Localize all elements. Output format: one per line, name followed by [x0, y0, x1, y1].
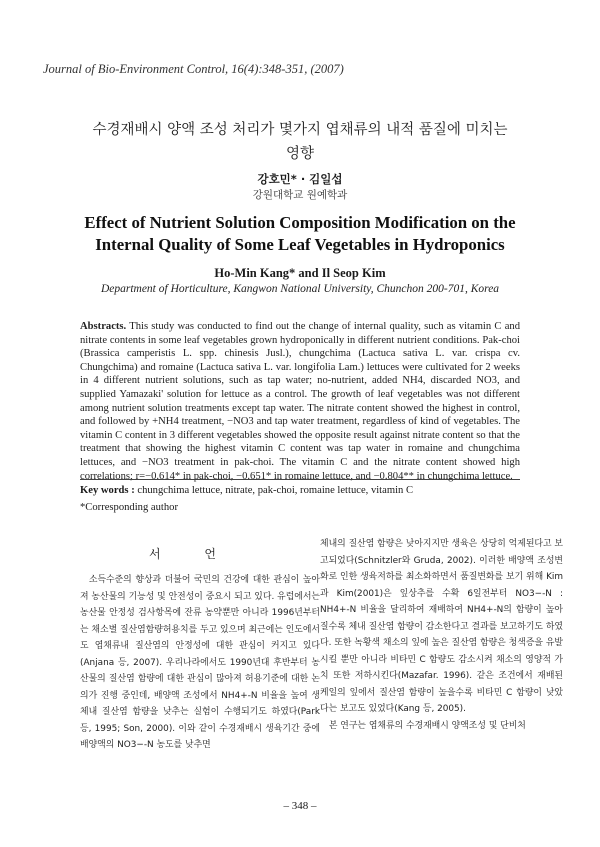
body-column-left	[80, 572, 320, 754]
english-title-line-2: Internal Quality of Some Leaf Vegetables in Hydroponics	[95, 235, 505, 254]
abstract-divider	[80, 479, 520, 480]
korean-title-line-1: 수경재배시 양액 조성 처리가 몇가지 엽채류의 내적 품질에 미치는	[92, 122, 508, 138]
keywords	[80, 484, 520, 498]
english-title	[40, 212, 560, 256]
journal-citation: Journal of Bio-Environment Control, 16(4):348-351, (2007)	[43, 62, 344, 76]
korean-affiliation: 강원대학교 원예학과	[252, 189, 348, 201]
abstract-label: Abstracts.	[80, 321, 127, 332]
body-paragraph: 본 연구는 엽채류의 수경재배시 양액조성 및 단비처	[328, 720, 526, 731]
english-title-line-1: Effect of Nutrient Solution Composition Modification on the	[84, 213, 516, 232]
body-paragraph: 체내의 질산염 함량은 낮아지지만 생육은 상당히 억제된다고 보고되었다(Schnitzler와 Gruda, 2002). 이러한 배양액 조성변화로 인한 생육저하를 최소화하면서 품질변화를 보기 위해 Kim과 Kim(2001)은 잎상추를 수확 6일전부터 NO3−-N : NH4+-N 비율을 달리하여 재배하여 NH4+-N의 함량이 높아질수록 체내 질산염 함량이 감소한다고 결과를 보고하기도 하였다. 또한 녹황색 채소의 잎에 높은 질산염 함량은 청색증을 유발시킬 뿐만 아니라 비타민 C 함량도 감소시켜 채소의 영양적 가치 또한 저하시킨다(Mazafar. 1996). 같은 조건에서 재배된 케일의 잎에서 질산염 함량이 높을수록 비타민 C 함량이 낮았다는 보고도 있었다(Kang 등, 2005).	[320, 539, 563, 714]
korean-title-line-2: 영향	[285, 146, 314, 162]
corresponding-author-note: *Corresponding author	[80, 502, 178, 513]
keywords-label: Key words :	[80, 485, 135, 496]
body-column-right	[320, 536, 563, 734]
page-number: – 348 –	[283, 800, 317, 812]
abstract-text: This study was conducted to find out the change of internal quality, such as vitamin C and nitrate contents in some leaf vegetables grown hydroponically in different nutrient conditions. Pak-choi (Brassica camperistis L. spp. chinesis Jusl.), chungchima (Lactuca sativa L. var. crispa cv. Chungchima) and romaine (Lactuca sativa L. var. longifolia Lam.) lettuces were cultivated for 2 weeks in 4 different nutrient solutions, such as tap water; no-nutrient, added NH4, discarded NO3, and supplied Yamazaki' solution for lettuce as a control. The growth of leaf vegetables was not different among nutrient solution treatments except tap water. The nitrate content showed the highest in control, and followed by +NH4 treatment, −NO3 and tap water treatment, regardless of kind of vegetables. The vitamin C content in 3 different vegetables showed the opposite result against nitrate content so that the treatment that showing the highest vitamin C content was tap water in romaine and chungchima lettuces, and −NO3 treatment in pak-choi. The vitamin C and the nitrate content showed high correlations; r=−0.614* in pak-choi, −0.651* in romaine lettuce, and −0.804** in chungchima lettuce.	[80, 321, 520, 482]
section-heading-introduction: 서 언	[149, 547, 236, 561]
english-affiliation: Department of Horticulture, Kangwon National University, Chunchon 200-701, Korea	[100, 283, 500, 295]
body-paragraph: 소득수준의 향상과 더불어 국민의 건강에 대한 관심이 높아져 농산물의 기능성 및 안전성이 중요시 되고 있다. 유럽에서는 농산물 안정성 검사항목에 잔류 농약뿐만 아니라 1996년부터는 채소별 질산염함량허용치를 두고 있으며 최근에는 인도에서도 엽채류내 질산염의 안정성에 대한 관심이 커지고 있다(Anjana 등, 2007). 우리나라에서도 1990년대 후반부터 농산물의 질산염 함량에 대한 관심이 많아져 허용기준에 대한 논의가 진행 중인데, 배양액 조성에서 NH4+-N 비율을 높여 생체내 질산염 함량을 낮추는 실험이 수행되기도 하였다(Park 등, 1995; Son, 2000). 이와 같이 수경재배시 생육기간 중에 배양액의 NO3−-N 농도를 낮추면	[80, 575, 320, 750]
korean-authors: 강호민* · 김일섭	[257, 172, 343, 186]
keywords-text: chungchima lettuce, nitrate, pak-choi, romaine lettuce, vitamin C	[137, 485, 414, 496]
english-authors: Ho-Min Kang* and Il Seop Kim	[214, 266, 386, 280]
abstract	[80, 320, 520, 483]
korean-title	[60, 118, 540, 166]
